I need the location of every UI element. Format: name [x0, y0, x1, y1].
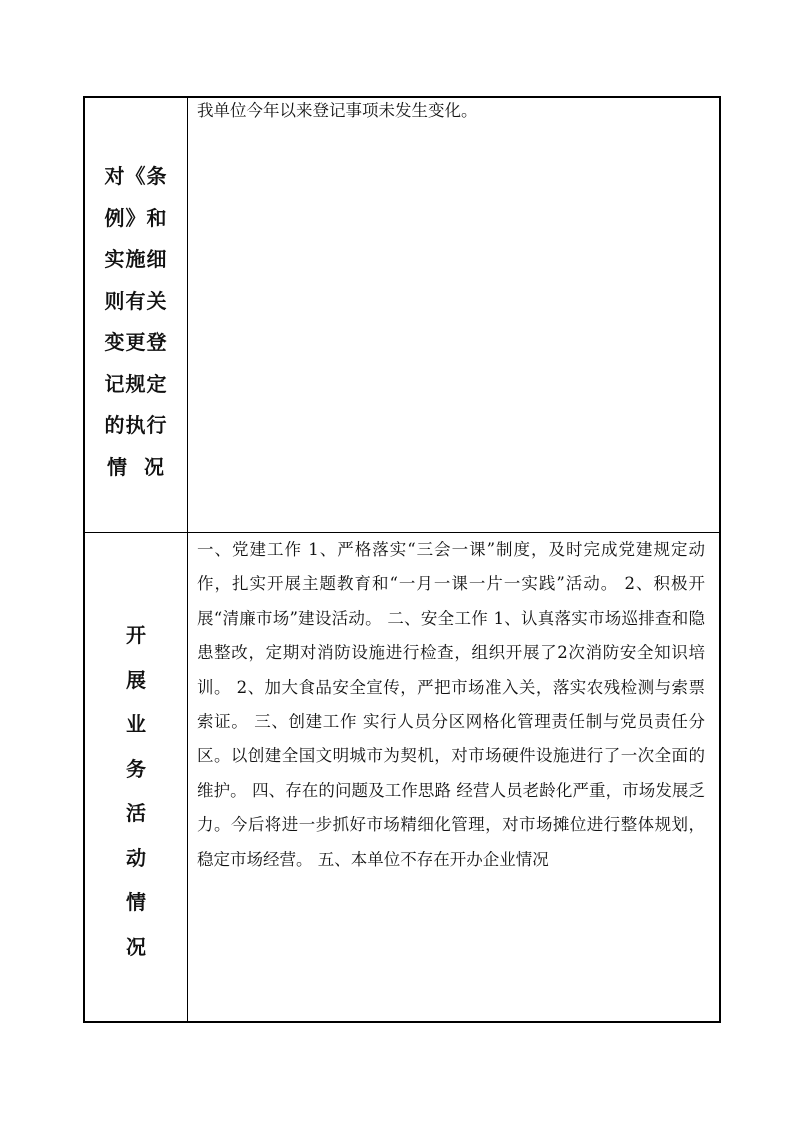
label-line: 情 — [126, 890, 146, 914]
row-label-regulation-compliance — [85, 156, 187, 488]
row-label-business-activities — [85, 613, 187, 969]
label-line: 的执行 — [104, 413, 168, 437]
label-line: 活 — [126, 801, 146, 825]
label-line: 对《条 — [104, 164, 168, 188]
report-form-table — [83, 96, 721, 1023]
label-line: 动 — [126, 845, 146, 870]
row-label-cell — [85, 533, 188, 1021]
label-line: 则有关 — [104, 288, 168, 313]
label-line: 展 — [126, 667, 146, 692]
row-label-cell — [85, 98, 188, 532]
label-line: 况 — [126, 934, 146, 959]
label-line: 开 — [126, 623, 146, 647]
label-line: 变更登 — [104, 330, 168, 354]
regulation-compliance-text: 我单位今年以来登记事项未发生变化。 — [197, 101, 478, 120]
label-line: 例》和 — [104, 205, 168, 230]
row-content-cell — [188, 98, 719, 532]
row-content-cell — [188, 533, 719, 1021]
label-line: 情 况 — [107, 454, 165, 479]
label-line: 务 — [126, 756, 146, 781]
table-row-regulation-compliance — [85, 98, 719, 533]
label-line: 业 — [126, 712, 146, 736]
label-line: 实施细 — [104, 247, 168, 271]
table-row-business-activities — [85, 533, 719, 1021]
business-activities-text: 一、党建工作 1、严格落实“三会一课”制度，及时完成党建规定动作，扎实开展主题教育和“一月一课一片一实践”活动。 2、积极开展“清廉市场”建设活动。 二、安全工作 1、认真落实市场巡排查和隐患整改，定期对消防设施进行检查，组织开展了2次消防安全知识培训。 2、加大食品安全宣传，严把市场准入关，落实农残检测与索票索证。 三、创建工作 实行人员分区网格化管理责任制与党员责任分区。以创建全国文明城市为契机，对市场硬件设施进行了一次全面的维护。 四、存在的问题及工作思路 经营人员老龄化严重，市场发展乏力。今后将进一步抓好市场精细化管理，对市场摊位进行整体规划，稳定市场经营。 五、本单位不存在开办企业情况 — [197, 540, 705, 869]
label-line: 记规定 — [104, 371, 168, 396]
